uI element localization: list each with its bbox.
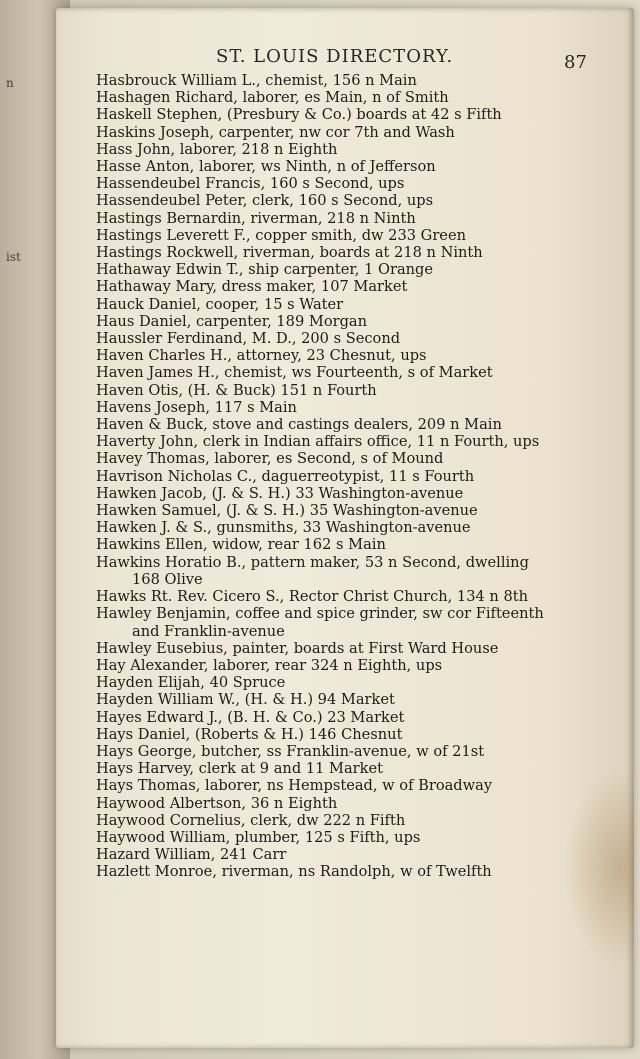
entry-line: Hays Daniel, (Roberts & H.) 146 Chesnut: [96, 725, 403, 743]
page-number: 87: [564, 52, 587, 73]
entry-line: Hathaway Edwin T., ship carpenter, 1 Orange: [96, 261, 434, 279]
entry-line: Hawley Benjamin, coffee and spice grinder, sw cor Fifteenth: [96, 605, 544, 623]
entry-line: Hastings Leverett F., copper smith, dw 233 Green: [96, 226, 466, 244]
entry-line: Hassendeubel Francis, 160 s Second, ups: [96, 175, 405, 193]
entry-continuation: and Franklin-avenue: [132, 622, 285, 640]
entry-line: Hassendeubel Peter, clerk, 160 s Second, ups: [96, 192, 434, 210]
entry-line: Hawken J. & S., gunsmiths, 33 Washington-avenue: [96, 519, 471, 537]
page-title: ST. LOUIS DIRECTORY.: [216, 46, 454, 67]
entry-line: Haywood Albertson, 36 n Eighth: [96, 794, 338, 812]
entry-line: Haskell Stephen, (Presbury & Co.) boards at 42 s Fifth: [96, 106, 502, 124]
entry-line: Hashagen Richard, laborer, es Main, n of Smith: [96, 89, 449, 107]
entry-line: Hawley Eusebius, painter, boards at First Ward House: [96, 639, 499, 657]
entry-line: Hays Thomas, laborer, ns Hempstead, w of Broadway: [96, 777, 493, 795]
entry-line: Hayes Edward J., (B. H. & Co.) 23 Market: [96, 708, 405, 726]
entry-line: Hawkins Horatio B., pattern maker, 53 n Second, dwelling: [96, 553, 529, 571]
entry-line: Havrison Nicholas C., daguerreotypist, 11 s Fourth: [96, 467, 475, 485]
entry-continuation: 168 Olive: [132, 570, 203, 588]
entry-line: Havey Thomas, laborer, es Second, s of Mound: [96, 450, 444, 468]
entry-line: Haussler Ferdinand, M. D., 200 s Second: [96, 330, 401, 348]
entry-line: Haverty John, clerk in Indian affairs office, 11 n Fourth, ups: [96, 433, 540, 451]
directory-page: [56, 8, 634, 1048]
entry-line: Haus Daniel, carpenter, 189 Morgan: [96, 312, 368, 330]
entry-line: Hass John, laborer, 218 n Eighth: [96, 140, 338, 158]
entry-line: Haven & Buck, stove and castings dealers, 209 n Main: [96, 416, 502, 434]
entry-line: Hazlett Monroe, riverman, ns Randolph, w of Twelfth: [96, 863, 492, 881]
entry-line: Haven Charles H., attorney, 23 Chesnut, ups: [96, 347, 427, 365]
entry-line: Hawkins Ellen, widow, rear 162 s Main: [96, 536, 386, 554]
previous-page-fragment: n: [6, 76, 14, 90]
entry-line: Haven James H., chemist, ws Fourteenth, s of Market: [96, 364, 493, 382]
previous-page-fragment: ist: [6, 250, 21, 264]
entry-line: Hasbrouck William L., chemist, 156 n Main: [96, 72, 417, 89]
entry-line: Hauck Daniel, cooper, 15 s Water: [96, 295, 344, 313]
entry-line: Hawken Samuel, (J. & S. H.) 35 Washington-avenue: [96, 502, 478, 520]
entry-line: Hays George, butcher, ss Franklin-avenue, w of 21st: [96, 742, 485, 760]
entry-line: Hayden William W., (H. & H.) 94 Market: [96, 691, 395, 709]
entry-line: Hays Harvey, clerk at 9 and 11 Market: [96, 760, 383, 778]
entry-line: Hazard William, 241 Carr: [96, 846, 287, 864]
entry-line: Hayden Elijah, 40 Spruce: [96, 674, 286, 692]
entry-line: Haskins Joseph, carpenter, nw cor 7th and Wash: [96, 123, 455, 141]
entry-line: Hawken Jacob, (J. & S. H.) 33 Washington-avenue: [96, 484, 464, 502]
entry-line: Hastings Rockwell, riverman, boards at 218 n Ninth: [96, 244, 483, 262]
directory-entries: [96, 72, 576, 881]
entry-line: Haywood William, plumber, 125 s Fifth, ups: [96, 828, 421, 846]
entry-line: Haywood Cornelius, clerk, dw 222 n Fifth: [96, 811, 406, 829]
entry-line: Hawks Rt. Rev. Cicero S., Rector Christ Church, 134 n 8th: [96, 588, 529, 606]
entry-line: Hathaway Mary, dress maker, 107 Market: [96, 278, 408, 296]
entry-line: Havens Joseph, 117 s Main: [96, 398, 297, 416]
entry-line: Haven Otis, (H. & Buck) 151 n Fourth: [96, 381, 377, 399]
entry-line: Hay Alexander, laborer, rear 324 n Eighth, ups: [96, 656, 443, 674]
entry-line: Hastings Bernardin, riverman, 218 n Ninth: [96, 209, 416, 227]
entry-line: Hasse Anton, laborer, ws Ninth, n of Jefferson: [96, 158, 436, 176]
